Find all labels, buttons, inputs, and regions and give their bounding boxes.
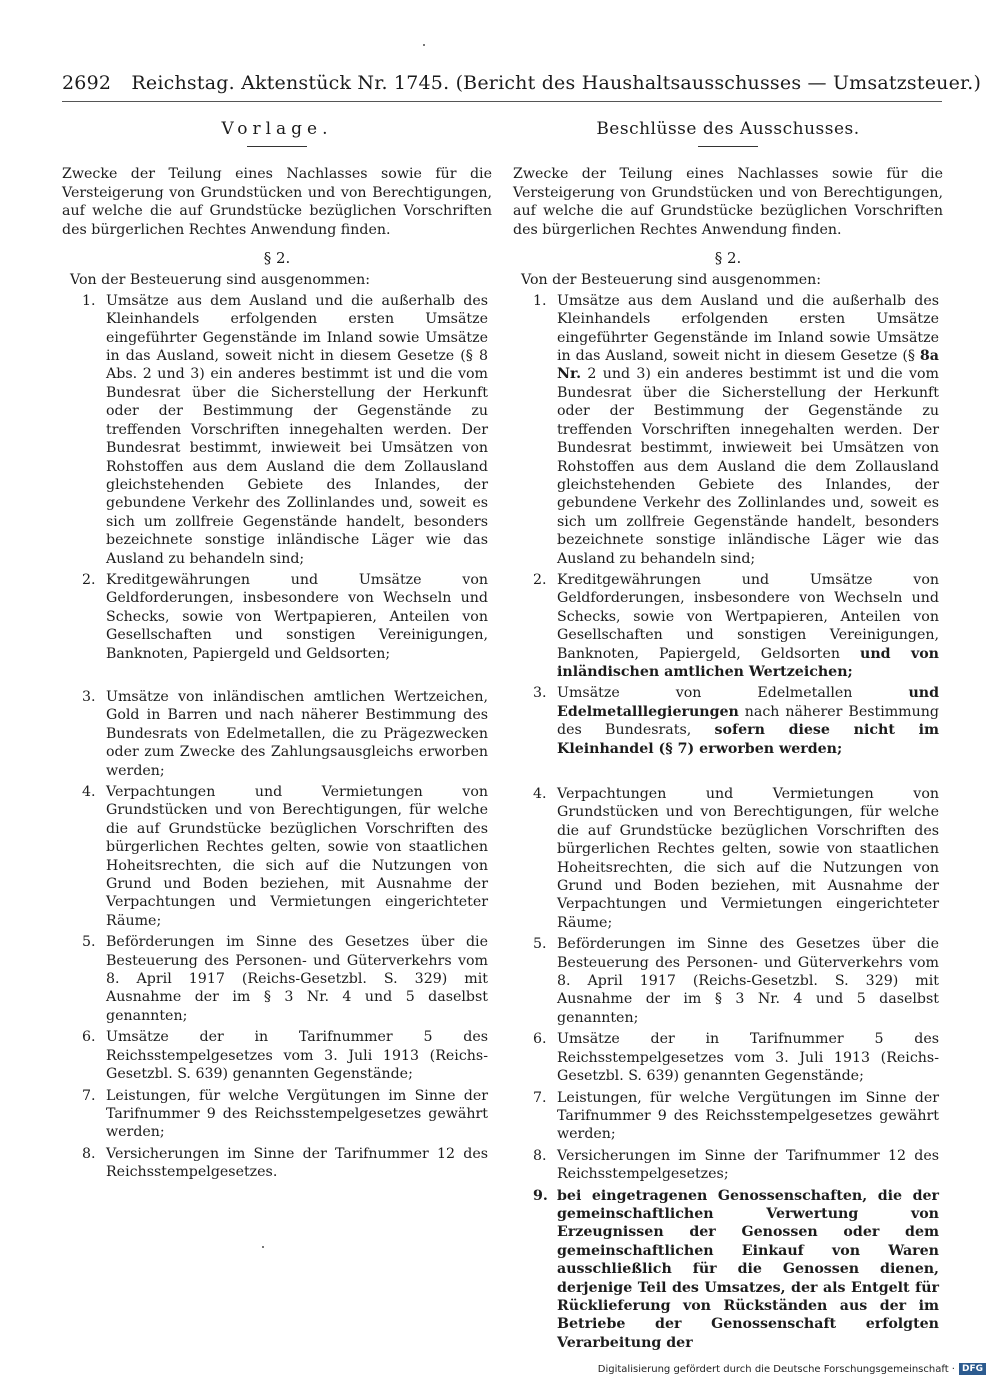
- item-text: Verpachtungen und Vermietungen von Grundstücken und von Berechtigungen, für welche die auf Grundstücke bezüglichen Vorschriften des bürgerlichen Rechtes gelten, sowie von staatlichen Hoheitsrechten, die sich auf die Nutzungen von Grund und Boden beziehen, mit Ausnahme der Verpachtungen und Vermietungen eingerichteter Räume;: [106, 784, 488, 929]
- title-rule: [698, 146, 758, 147]
- amended-text: und Edelmetalllegierungen: [557, 685, 939, 720]
- spacer: [62, 666, 492, 688]
- item-number: 7.: [533, 1089, 547, 1106]
- item-number: 1.: [82, 292, 96, 309]
- item-text: Umsätze von inländischen amtlichen Wertzeichen, Gold in Barren und nach näherer Bestimmung des Bundesrats von Edelmetallen, die zu Prägezwecken oder zum Zwecke des Zahlungsausgleichs erworben werden;: [106, 688, 488, 779]
- list-item: [62, 688, 492, 780]
- item-number: 9.: [533, 1187, 548, 1204]
- item-number: 2.: [533, 571, 547, 588]
- item-number: 5.: [533, 936, 547, 953]
- scan-speck: [262, 1246, 264, 1248]
- item-number: 6.: [82, 1029, 96, 1046]
- list-item: [513, 684, 943, 758]
- item-text: Umsätze von Edelmetallen: [557, 685, 909, 702]
- digitization-footer: [598, 1363, 986, 1375]
- intro-paragraph: Zwecke der Teilung eines Nachlasses sowie für die Versteigerung von Grundstücken und von Berechtigungen, auf welche die auf Grundstücke bezüglichen Vorschriften des bürgerlichen Rechtes Anwendung finden.: [62, 166, 492, 238]
- lead-sentence: Von der Besteuerung sind ausgenommen:: [521, 272, 822, 289]
- footer-text: Digitalisierung gefördert durch die Deutsche Forschungsgemeinschaft ·: [597, 1363, 955, 1375]
- item-text: Leistungen, für welche Vergütungen im Sinne der Tarifnummer 9 des Reichsstempelgesetzes gewährt werden;: [557, 1089, 939, 1143]
- item-number: 4.: [533, 786, 547, 802]
- list-item: [513, 571, 943, 681]
- list-item: [62, 571, 492, 663]
- item-number: 4.: [82, 784, 96, 800]
- amended-text: 8a Nr.: [557, 348, 939, 383]
- section-heading: § 2.: [263, 249, 291, 268]
- item-number: 1.: [533, 292, 547, 309]
- amended-text: bei eingetragenen Genossenschaften, die der gemeinschaftlichen Verwertung von Erzeugnissen der Genossen oder dem gemeinschaftlichen Einkauf von Waren ausschließlich für die Genossen dienen, derjenige Teil des Umsatzes, der als Entgelt für Rücklieferung von Rückständen aus der im Betriebe der Genossenschaft erfolgten Verarbeitung der: [557, 1187, 939, 1351]
- list-item: [62, 933, 492, 1025]
- item-number: 5.: [82, 934, 96, 951]
- header-rule: [62, 101, 942, 102]
- item-number: 8.: [533, 1147, 547, 1164]
- list-item: [513, 292, 943, 568]
- intro-paragraph: Zwecke der Teilung eines Nachlasses sowie für die Versteigerung von Grundstücken und von Berechtigungen, auf welche die auf Grundstücke bezüglichen Vorschriften des bürgerlichen Rechtes Anwendung finden.: [513, 166, 943, 238]
- list-item-new: [513, 1187, 943, 1353]
- item-text: Leistungen, für welche Vergütungen im Sinne der Tarifnummer 9 des Reichsstempelgesetzes gewährt werden;: [106, 1087, 488, 1141]
- page-number: 2692: [62, 72, 112, 94]
- item-text: nach näherer Bestimmung des Bundesrats,: [557, 703, 939, 739]
- item-number: 3.: [533, 685, 547, 702]
- column-beschluesse: [513, 120, 943, 1355]
- title-rule: [247, 146, 307, 147]
- list-item: [513, 785, 943, 932]
- item-text: Beförderungen im Sinne des Gesetzes über die Besteuerung des Personen- und Güterverkehrs vom 8. April 1917 (Reichs-Gesetzbl. S. 329) mit Ausnahme der im § 3 Nr. 4 und 5 daselbst genannten;: [106, 934, 488, 1024]
- item-text: Umsätze der in Tarifnummer 5 des Reichsstempelgesetzes vom 3. Juli 1913 (Reichs-Gesetzbl. S. 639) genannten Gegenstände;: [557, 1031, 939, 1085]
- item-number: 8.: [82, 1145, 96, 1162]
- running-title: Reichstag. Aktenstück Nr. 1745. (Bericht des Haushaltsausschusses — Umsatzsteuer.): [131, 72, 982, 94]
- dfg-logo: DFG: [959, 1363, 986, 1375]
- running-header: [62, 72, 982, 94]
- scan-speck: [423, 44, 425, 46]
- item-text: Verpachtungen und Vermietungen von Grundstücken und von Berechtigungen, für welche die auf Grundstücke bezüglichen Vorschriften des bürgerlichen Rechtes gelten, sowie von staatlichen Hoheitsrechten, die sich auf die Nutzungen von Grund und Boden beziehen, mit Ausnahme der Verpachtungen und Vermietungen eingerichteter Räume;: [557, 786, 939, 931]
- column-title: Vorlage.: [221, 119, 333, 139]
- list-item: [513, 1030, 943, 1085]
- list-item: [513, 1089, 943, 1144]
- column-title: Beschlüsse des Ausschusses.: [596, 119, 860, 139]
- item-text: 2 und 3) ein anderes bestimmt ist und die vom Bundesrat über die Sicherstellung der Herkunft oder der Bestimmung der Gegenstände zu treffenden Vorschriften innegehalten werden. Der Bundesrat bestimmt, inwieweit bei Umsätzen von Rohstoffen aus dem Ausland die dem Zollausland gleichstehenden Gebiete des Inlandes, der gebundene Verkehr des Zollinlandes und, soweit es sich um zollfreie Gegenstände handelt, besonders bezeichnete sonstige inländische Läger wie das Ausland zu behandeln sind;: [557, 366, 939, 567]
- item-number: 2.: [82, 571, 96, 588]
- item-text: Beförderungen im Sinne des Gesetzes über die Besteuerung des Personen- und Güterverkehrs vom 8. April 1917 (Reichs-Gesetzbl. S. 329) mit Ausnahme der im § 3 Nr. 4 und 5 daselbst genannten;: [557, 936, 939, 1026]
- list-item: [62, 1028, 492, 1083]
- item-text: Umsätze aus dem Ausland und die außerhalb des Kleinhandels erfolgenden ersten Umsätze eingeführter Gegenstände im Inland sowie Umsätze in das Ausland, soweit nicht in diesem Gesetze (§ 8 Abs. 2 und 3) ein anderes bestimmt ist und die vom Bundesrat über die Sicherstellung der Herkunft oder der Bestimmung der Gegenstände zu treffenden Vorschriften innegehalten werden. Der Bundesrat bestimmt, inwieweit bei Umsätzen von Rohstoffen aus dem Ausland die dem Zollausland gleichstehenden Gebiete des Inlandes, der gebundene Verkehr des Zollinlandes und, soweit es sich um zollfreie Gegenstände handelt, besonders bezeichnete sonstige inländische Läger wie das Ausland zu behandeln sind;: [106, 292, 488, 567]
- item-text: Umsätze der in Tarifnummer 5 des Reichsstempelgesetzes vom 3. Juli 1913 (Reichs-Gesetzbl. S. 639) genannten Gegenstände;: [106, 1029, 488, 1083]
- column-vorlage: [62, 120, 492, 1185]
- spacer: [513, 761, 943, 785]
- item-text: Kreditgewährungen und Umsätze von Geldforderungen, insbesondere von Wechseln und Schecks, sowie von Wertpapieren, Anteilen von Gesellschaften und sonstigen Vereinigungen, Banknoten, Papiergeld, Geldsorten: [557, 571, 939, 662]
- lead-sentence: Von der Besteuerung sind ausgenommen:: [70, 272, 371, 289]
- item-text: Kreditgewährungen und Umsätze von Geldforderungen, insbesondere von Wechseln und Schecks, sowie von Wertpapieren, Anteilen von Gesellschaften und sonstigen Vereinigungen, Banknoten, Papiergeld und Geldsorten;: [106, 571, 488, 662]
- item-number: 3.: [82, 688, 96, 705]
- item-text: Versicherungen im Sinne der Tarifnummer 12 des Reichsstempelgesetzes;: [557, 1147, 939, 1183]
- list-item: [62, 1087, 492, 1142]
- item-text: Umsätze aus dem Ausland und die außerhalb des Kleinhandels erfolgenden ersten Umsätze eingeführter Gegenstände im Inland sowie Umsätze in das Ausland, soweit nicht in diesem Gesetze (§: [557, 292, 939, 365]
- section-heading: § 2.: [714, 249, 742, 268]
- list-item: [513, 935, 943, 1027]
- list-item: [62, 292, 492, 568]
- list-item: [62, 783, 492, 930]
- item-number: 6.: [533, 1031, 547, 1048]
- list-item: [62, 1145, 492, 1182]
- item-text: Versicherungen im Sinne der Tarifnummer 12 des Reichsstempelgesetzes.: [106, 1145, 488, 1181]
- list-item: [513, 1147, 943, 1184]
- item-number: 7.: [82, 1087, 96, 1104]
- amended-text: und von inländischen amtlichen Wertzeichen;: [557, 645, 939, 680]
- amended-text: sofern diese nicht im Kleinhandel (§ 7) erworben werden;: [557, 722, 939, 757]
